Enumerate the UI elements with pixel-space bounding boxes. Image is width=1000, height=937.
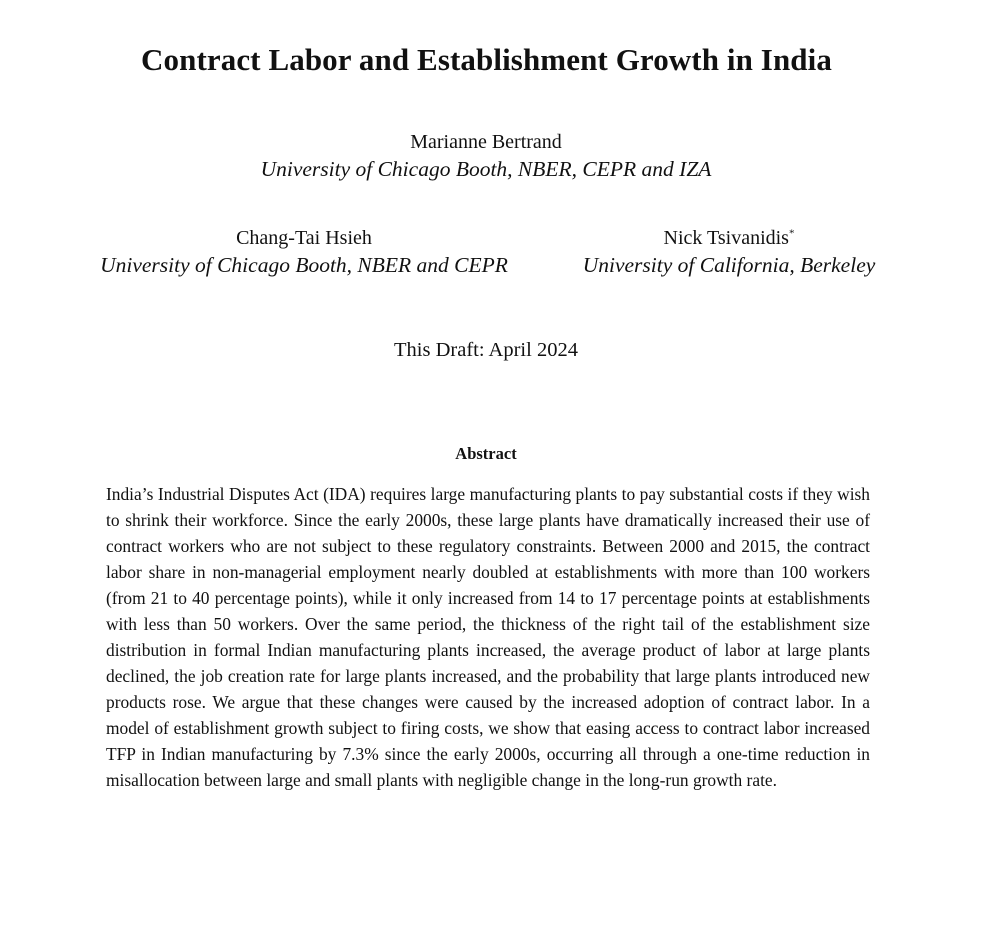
author-name: Nick Tsivanidis bbox=[663, 227, 789, 249]
author-affiliation: University of California, Berkeley bbox=[582, 253, 876, 277]
author-block-bertrand bbox=[186, 129, 786, 183]
author-affiliation: University of Chicago Booth, NBER and CEPR bbox=[100, 253, 508, 277]
abstract-text: India’s Industrial Disputes Act (IDA) requires large manufacturing plants to pay substantial costs if they wish to shrink their workforce. Since the early 2000s, these large plants have dramatically increased their use of contract workers who are not subject to these regulatory constraints. Between 2000 and 2015, the contract labor share in non-managerial employment nearly doubled at establishments with more than 100 workers (from 21 to 40 percentage points), while it only increased from 14 to 17 percentage points at establishments with less than 50 workers. Over the same period, the thickness of the right tail of the establishment size distribution in formal Indian manufacturing plants increased, the average product of labor at large plants declined, the job creation rate for large plants increased, and the probability that large plants introduced new products rose. We argue that these changes were caused by the increased adoption of contract labor. In a model of establishment growth subject to firing costs, we show that easing access to contract labor increased TFP in Indian manufacturing by 7.3% since the early 2000s, occurring all through a one-time reduction in misallocation between large and small plants with negligible change in the long-run growth rate. bbox=[106, 484, 870, 790]
author-affiliation: University of Chicago Booth, NBER, CEPR and IZA bbox=[260, 157, 712, 181]
author-name: Chang-Tai Hsieh bbox=[236, 227, 372, 249]
abstract-heading: Abstract bbox=[455, 444, 517, 463]
paper-title: Contract Labor and Establishment Growth in India bbox=[141, 42, 832, 77]
author-block-tsivanidis bbox=[529, 225, 929, 279]
footnote-mark[interactable]: * bbox=[788, 227, 795, 240]
author-name: Marianne Bertrand bbox=[410, 131, 562, 153]
author-name-line bbox=[529, 225, 929, 251]
draft-date: This Draft: April 2024 bbox=[394, 339, 578, 361]
author-block-hsieh bbox=[54, 225, 554, 279]
